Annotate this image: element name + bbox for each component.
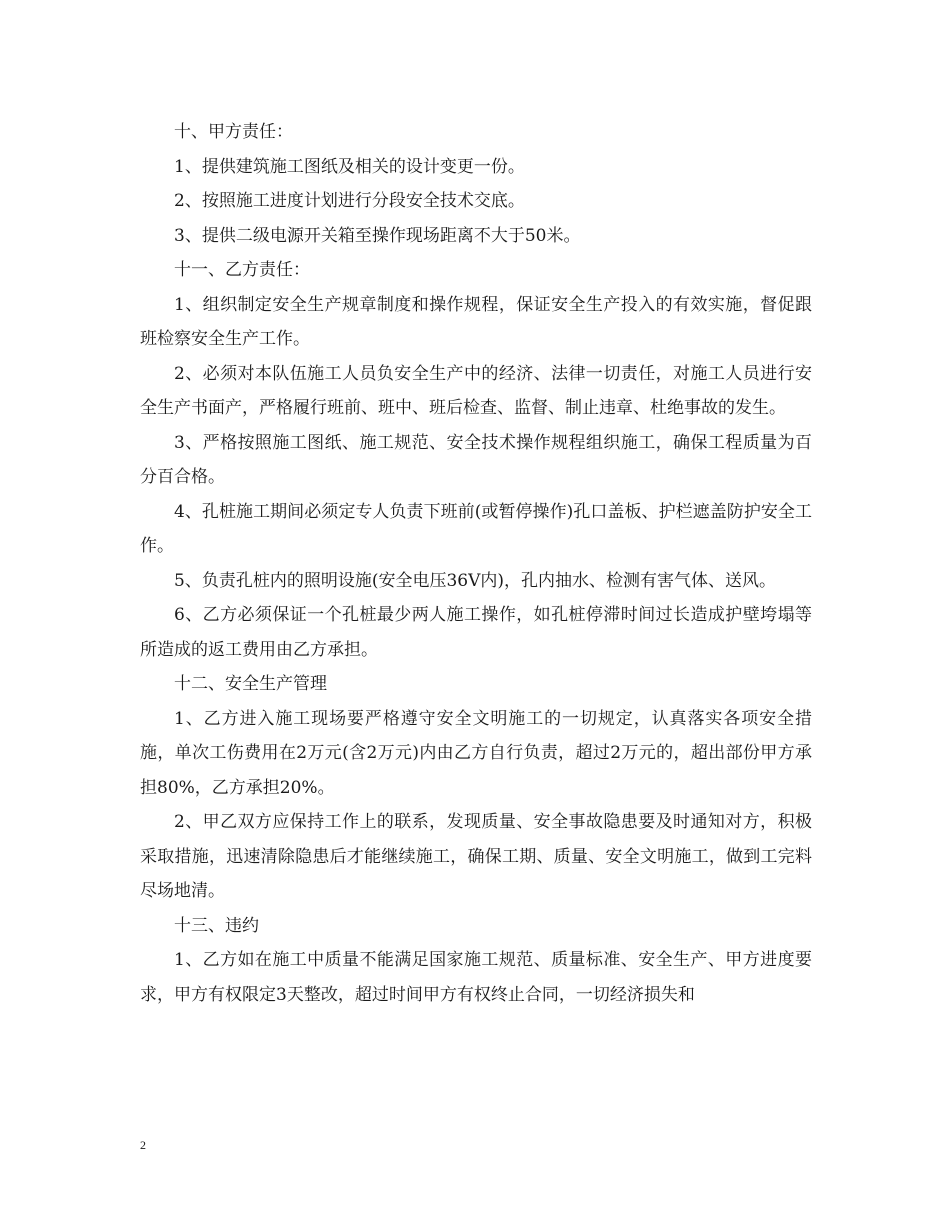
paragraph: 3、严格按照施工图纸、施工规范、安全技术操作规程组织施工，确保工程质量为百分百合格。 (140, 432, 812, 487)
paragraph: 1、乙方如在施工中质量不能满足国家施工规范、质量标准、安全生产、甲方进度要求，甲方有权限定3天整改，超过时间甲方有权终止合同，一切经济损失和 (140, 950, 812, 1005)
section-heading-breach: 十三、违约 (174, 915, 259, 936)
paragraph: 1、提供建筑施工图纸及相关的设计变更一份。 (174, 156, 525, 177)
paragraph: 3、提供二级电源开关箱至操作现场距离不大于50米。 (174, 225, 581, 246)
paragraph: 2、按照施工进度计划进行分段安全技术交底。 (174, 191, 525, 211)
paragraph: 6、乙方必须保证一个孔桩最少两人施工操作，如孔桩停滞时间过长造成护壁垮塌等所造成的返工费用由乙方承担。 (140, 605, 812, 660)
paragraph: 2、甲乙双方应保持工作上的联系，发现质量、安全事故隐患要及时通知对方，积极采取措施，迅速清除隐患后才能继续施工，确保工期、质量、安全文明施工，做到工完料尽场地清。 (140, 812, 812, 901)
page-number: 2 (140, 1138, 146, 1152)
paragraph: 1、乙方进入施工现场要严格遵守安全文明施工的一切规定，认真落实各项安全措施，单次工伤费用在2万元(含2万元)内由乙方自行负责，超过2万元的，超出部份甲方承担80%，乙方承担20%。 (140, 708, 812, 798)
paragraph: 1、组织制定安全生产规章制度和操作规程，保证安全生产投入的有效实施，督促跟班检察安全生产工作。 (140, 294, 812, 349)
paragraph: 4、孔桩施工期间必须定专人负责下班前(或暂停操作)孔口盖板、护栏遮盖防护安全工作。 (140, 501, 812, 556)
paragraph: 5、负责孔桩内的照明设施(安全电压36V内)，孔内抽水、检测有害气体、送风。 (174, 570, 776, 591)
paragraph: 2、必须对本队伍施工人员负安全生产中的经济、法律一切责任，对施工人员进行安全生产书面产，严格履行班前、班中、班后检查、监督、制止违章、杜绝事故的发生。 (140, 363, 812, 418)
document-body (140, 115, 812, 1012)
section-heading-party-b: 十一、乙方责任： (174, 260, 310, 280)
section-heading-party-a: 十、甲方责任： (174, 122, 293, 142)
section-heading-safety-management: 十二、安全生产管理 (174, 674, 327, 694)
